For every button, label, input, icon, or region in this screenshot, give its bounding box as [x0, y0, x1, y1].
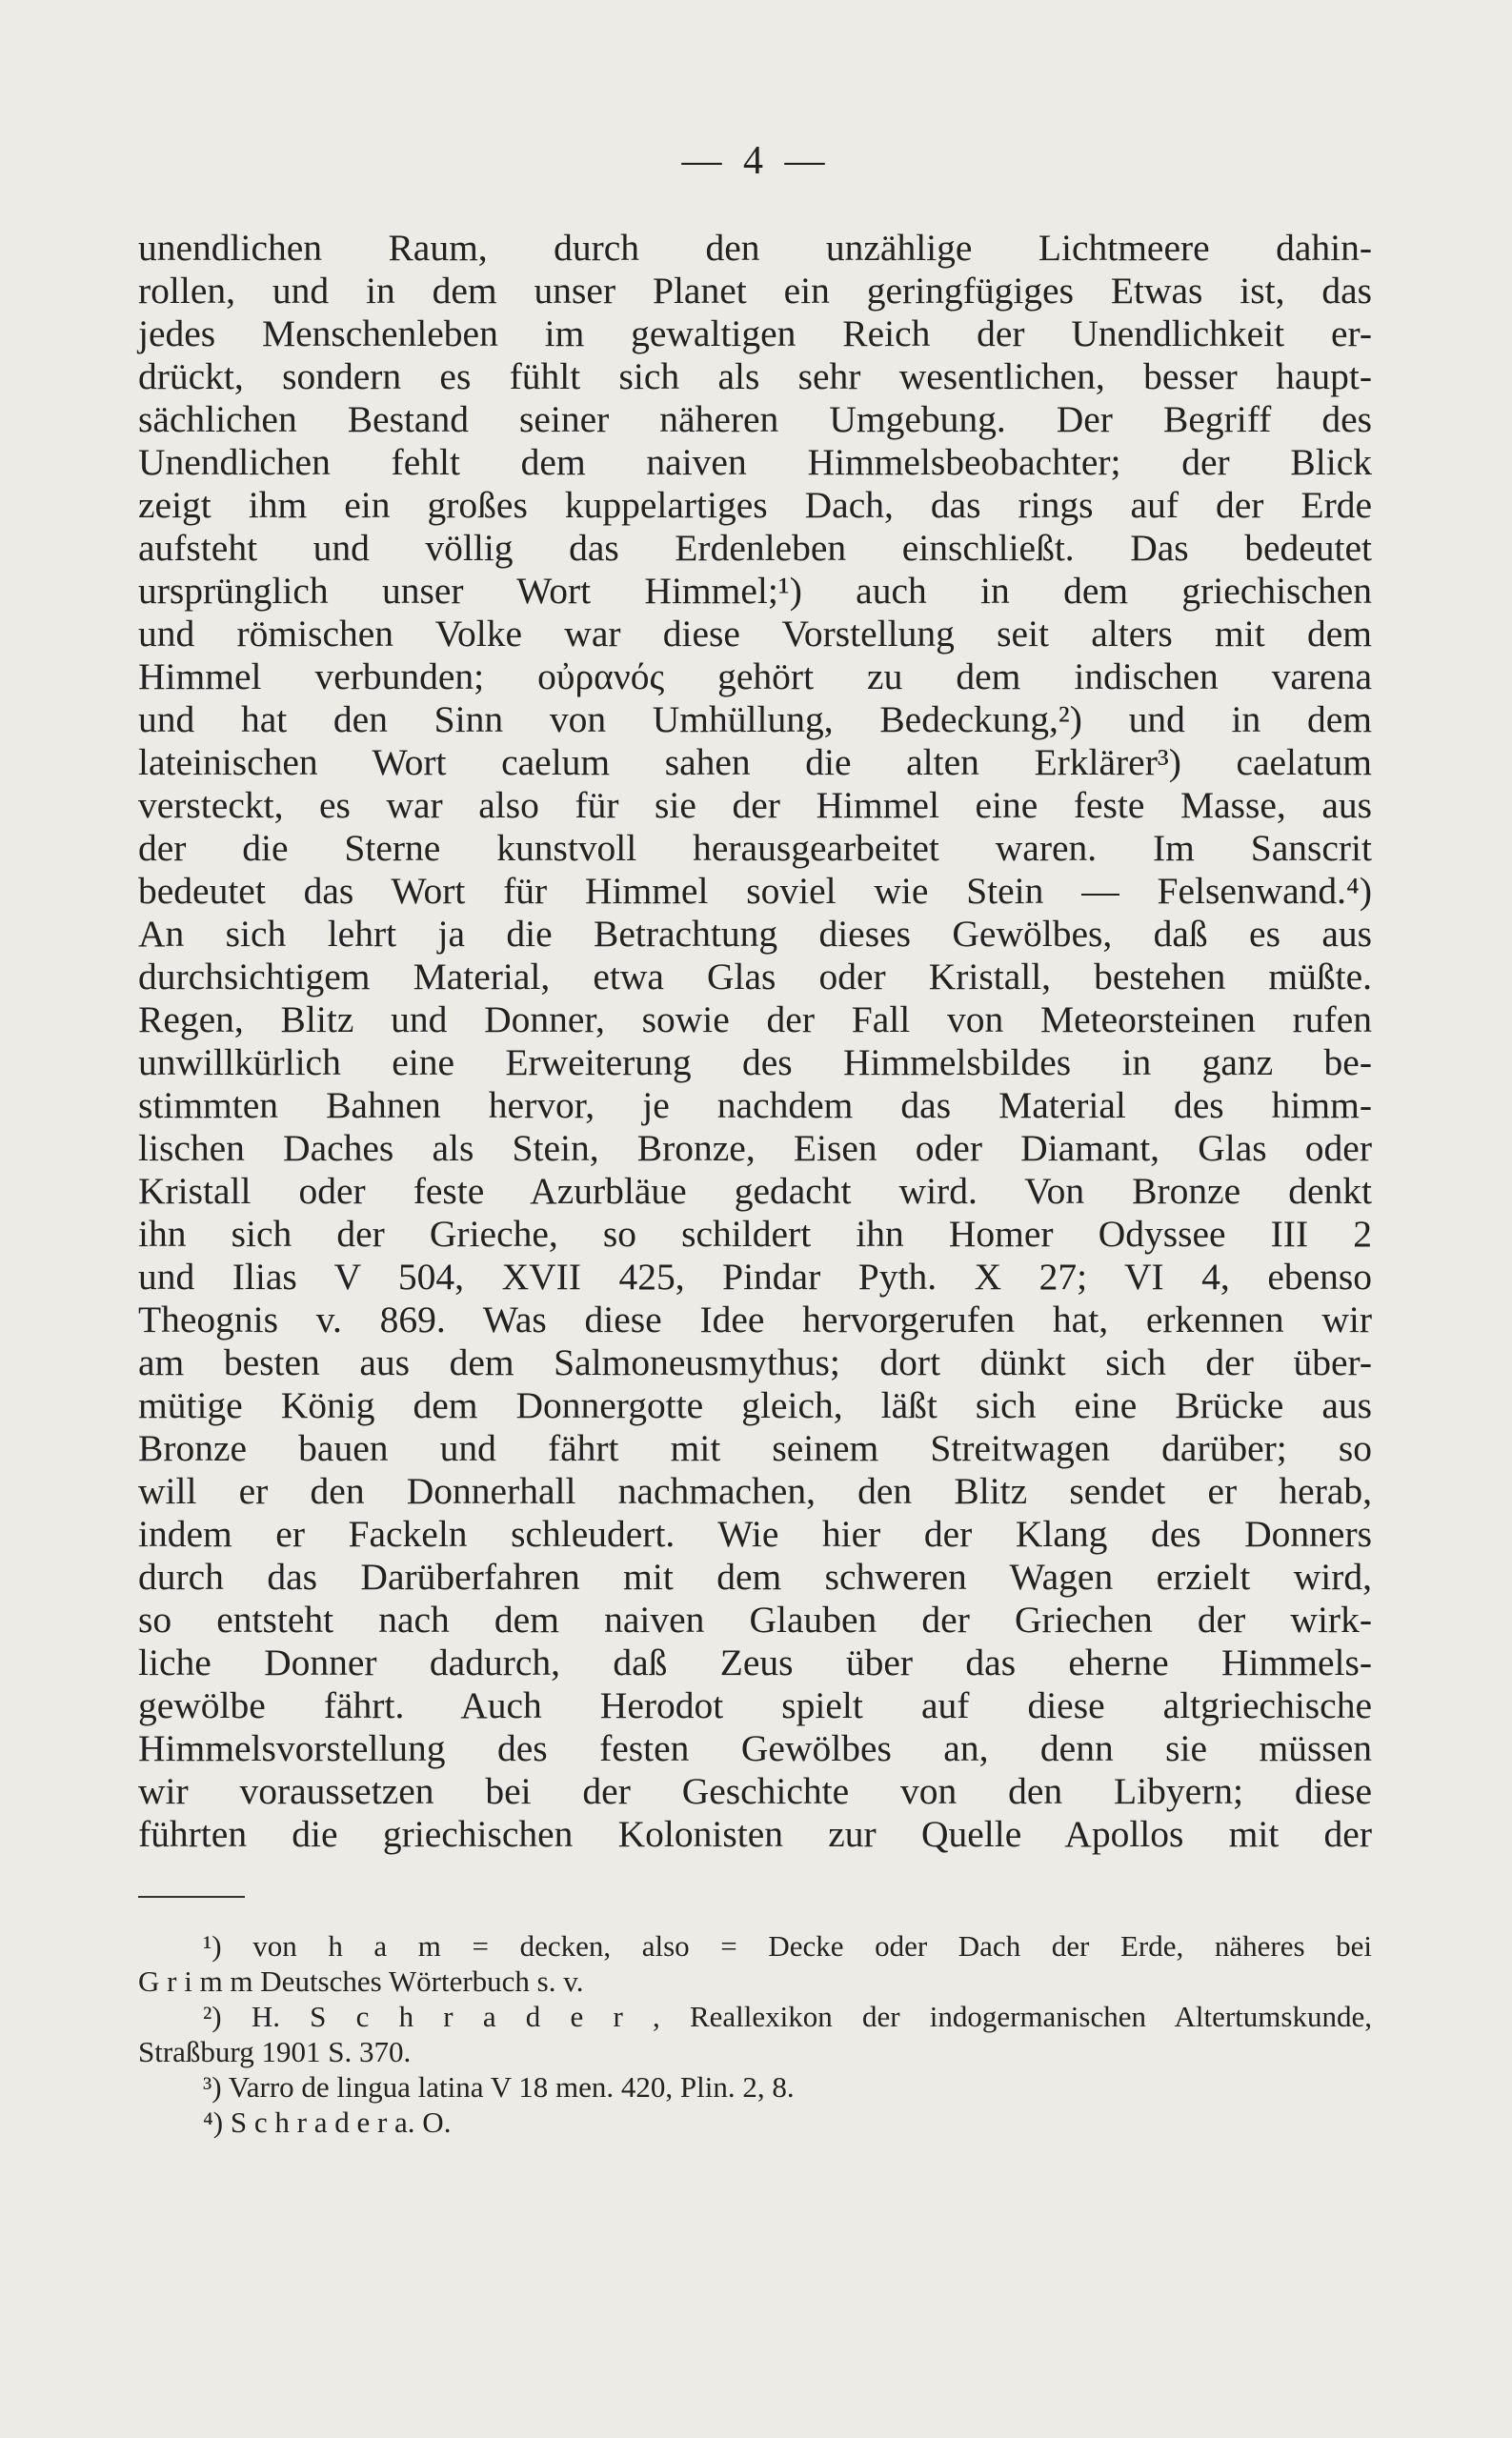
footnote-line: ¹) von h a m = decken, also = Decke oder Dach der Erde, näheres bei: [203, 1929, 1372, 1963]
text-line: und Ilias V 504, XVII 425, Pindar Pyth. X 27; VI 4, ebenso: [138, 1256, 1372, 1298]
text-line: bedeutet das Wort für Himmel soviel wie Stein — Felsenwand.⁴): [138, 870, 1372, 912]
footnote-rule: [138, 1896, 245, 1898]
text-line: lateinischen Wort caelum sahen die alten Erklärer³) caelatum: [138, 741, 1372, 783]
text-line: so entsteht nach dem naiven Glauben der Griechen der wirk-: [138, 1599, 1372, 1641]
text-line: der die Sterne kunstvoll herausgearbeitet waren. Im Sanscrit: [138, 827, 1372, 869]
text-line: stimmten Bahnen hervor, je nachdem das Material des himm-: [138, 1084, 1372, 1126]
text-line: Himmelsvorstellung des festen Gewölbes an, denn sie müssen: [138, 1727, 1372, 1769]
text-line: An sich lehrt ja die Betrachtung dieses Gewölbes, daß es aus: [138, 913, 1372, 955]
text-line: Regen, Blitz und Donner, sowie der Fall von Meteorsteinen rufen: [138, 998, 1372, 1040]
text-line: und hat den Sinn von Umhüllung, Bedeckung,²) und in dem: [138, 698, 1372, 740]
text-line: indem er Fackeln schleudert. Wie hier der Klang des Donners: [138, 1513, 1372, 1555]
text-line: durchsichtigem Material, etwa Glas oder Kristall, bestehen müßte.: [138, 956, 1372, 997]
text-line: durch das Darüberfahren mit dem schweren Wagen erzielt wird,: [138, 1556, 1372, 1598]
text-line: Himmel verbunden; οὐρανός gehört zu dem indischen varena: [138, 655, 1372, 697]
text-line: drückt, sondern es fühlt sich als sehr wesentlichen, besser haupt-: [138, 355, 1372, 397]
text-line: lischen Daches als Stein, Bronze, Eisen oder Diamant, Glas oder: [138, 1127, 1372, 1169]
text-line: Bronze bauen und fährt mit seinem Streitwagen darüber; so: [138, 1427, 1372, 1469]
text-line: Kristall oder feste Azurbläue gedacht wird. Von Bronze denkt: [138, 1170, 1372, 1212]
footnote-line: ²) H. S c h r a d e r , Reallexikon der indogermanischen Altertumskunde,: [203, 2000, 1372, 2033]
text-line: versteckt, es war also für sie der Himmel eine feste Masse, aus: [138, 784, 1372, 826]
footnote-line: G r i m m Deutsches Wörterbuch s. v.: [138, 1965, 584, 1998]
text-line: sächlichen Bestand seiner näheren Umgebung. Der Begriff des: [138, 398, 1372, 440]
footnotes: [138, 1928, 1372, 2140]
text-line: zeigt ihm ein großes kuppelartiges Dach, das rings auf der Erde: [138, 484, 1372, 526]
text-line: mütige König dem Donnergotte gleich, läßt sich eine Brücke aus: [138, 1384, 1372, 1426]
text-line: ursprünglich unser Wort Himmel;¹) auch in dem griechischen: [138, 570, 1372, 612]
text-line: am besten aus dem Salmoneusmythus; dort dünkt sich der über-: [138, 1341, 1372, 1383]
text-line: unendlichen Raum, durch den unzählige Lichtmeere dahin-: [138, 227, 1372, 269]
text-line: führten die griechischen Kolonisten zur Quelle Apollos mit der: [138, 1813, 1372, 1855]
text-line: unwillkürlich eine Erweiterung des Himmelsbildes in ganz be-: [138, 1041, 1372, 1083]
text-line: Unendlichen fehlt dem naiven Himmelsbeobachter; der Blick: [138, 441, 1372, 483]
footnote-line: ³) Varro de lingua latina V 18 men. 420, Plin. 2, 8.: [203, 2070, 795, 2104]
text-line: und römischen Volke war diese Vorstellung seit alters mit dem: [138, 613, 1372, 655]
page-number: — 4 —: [681, 139, 831, 183]
text-line: rollen, und in dem unser Planet ein geringfügiges Etwas ist, das: [138, 270, 1372, 312]
text-line: ihn sich der Grieche, so schildert ihn Homer Odyssee III 2: [138, 1213, 1372, 1255]
text-line: liche Donner dadurch, daß Zeus über das eherne Himmels-: [138, 1642, 1372, 1683]
text-line: will er den Donnerhall nachmachen, den Blitz sendet er herab,: [138, 1470, 1372, 1512]
body-text: [138, 227, 1372, 1856]
text-line: Theognis v. 869. Was diese Idee hervorgerufen hat, erkennen wir: [138, 1299, 1372, 1340]
footnote-line: ⁴) S c h r a d e r a. O.: [203, 2106, 452, 2139]
text-line: wir voraussetzen bei der Geschichte von den Libyern; diese: [138, 1770, 1372, 1812]
text-line: aufsteht und völlig das Erdenleben einschließt. Das bedeutet: [138, 527, 1372, 569]
footnote-line: Straßburg 1901 S. 370.: [138, 2035, 412, 2068]
text-line: jedes Menschenleben im gewaltigen Reich der Unendlichkeit er-: [138, 312, 1372, 354]
text-line: gewölbe fährt. Auch Herodot spielt auf diese altgriechische: [138, 1684, 1372, 1726]
